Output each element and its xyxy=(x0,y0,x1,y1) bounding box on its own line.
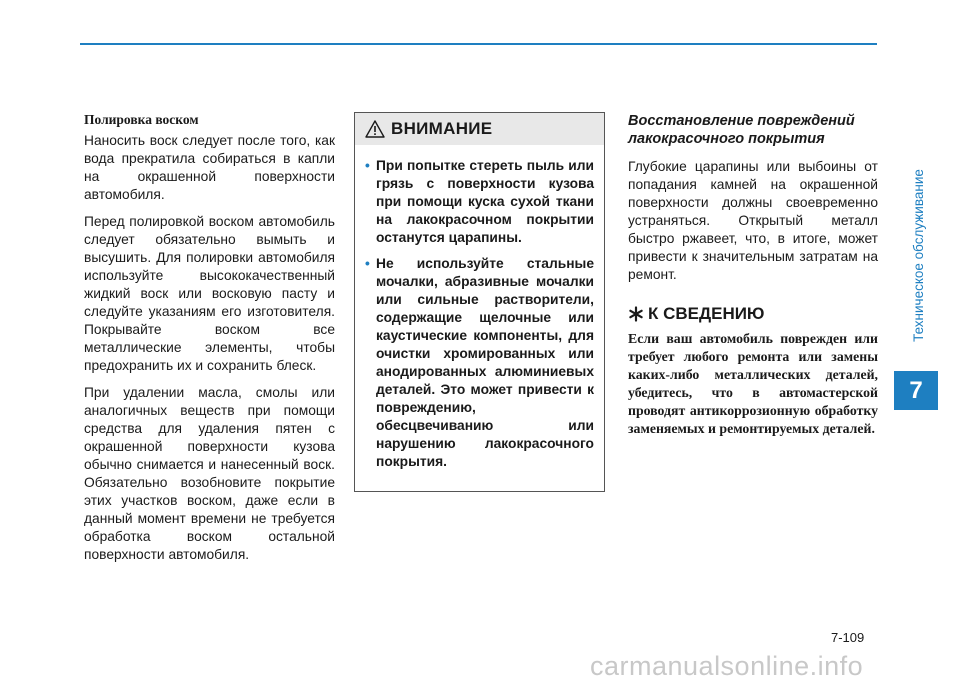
chapter-number: 7 xyxy=(909,376,923,404)
warning-triangle-icon xyxy=(365,120,385,138)
notice-text: Если ваш автомобиль поврежден или требует любого ремонта или замены каких-либо металлических деталей, убедитесь, что в автомастерской проводят антикоррозионную обработку заменяемых и ремонтируемых деталей. xyxy=(628,331,878,436)
paragraph: Перед полировкой воском автомобиль следует обязательно вымыть и высушить. Для полировки автомобиля используйте высококачественный жидкий воск или восковую пасту и следуйте указаниям его изготовителя. Покрывайте воском все металлические элементы, чтобы предохранить их и сохранить блеск. xyxy=(84,214,335,373)
warning-item xyxy=(365,255,594,471)
waxing-heading: Полировка воском xyxy=(84,112,199,127)
paragraph: Глубокие царапины или выбоины от попадания камней на окрашенной поверхности должны своевременно устраняться. Открытый металл быстро ржавеет, что, в итоге, может привести к значительным затратам на ремонт. xyxy=(628,159,878,282)
warning-header xyxy=(355,113,604,145)
paint-repair-heading: Восстановление повреждений лакокрасочного покрытия xyxy=(628,113,855,147)
section-label-text: Техническое обслуживание xyxy=(910,168,926,342)
watermark: carmanualsonline.info xyxy=(590,651,864,681)
asterisk-icon xyxy=(628,306,644,322)
header-rule xyxy=(80,43,877,45)
chapter-tab xyxy=(894,371,938,410)
left-column xyxy=(84,112,335,573)
bullet-icon: • xyxy=(365,256,370,271)
warning-title: ВНИМАНИЕ xyxy=(391,119,493,138)
right-column xyxy=(628,112,878,438)
notice-title: К СВЕДЕНИЮ xyxy=(648,304,765,323)
bullet-icon: • xyxy=(365,158,370,173)
paragraph: Наносить воск следует после того, как вода прекратила собираться в капли на окрашенной поверхности автомобиля. xyxy=(84,133,335,202)
warning-list xyxy=(355,145,604,471)
warning-item-text: При попытке стереть пыль или грязь с поверхности кузова при помощи куска сухой ткани на лакокрасочном покрытии останутся царапины. xyxy=(376,158,594,245)
warning-item-text: Не используйте стальные мочалки, абразивные мочалки или сильные растворители, содержащие щелочные или каустические компоненты, для очистки хромированных или анодированных алюминиевых деталей. Это может привести к повреждению, обесцвечиванию или нарушению лакокрасочного покрытия. xyxy=(376,256,594,469)
warning-item xyxy=(365,157,594,247)
notice-heading xyxy=(628,304,878,324)
page-number: 7-109 xyxy=(831,630,865,645)
warning-box xyxy=(354,112,605,492)
paragraph: При удалении масла, смолы или аналогичных веществ при помощи средства для удаления пятен с окрашенной поверхности кузова обычно снимается и нанесенный воск. Обязательно возобновите покрытие этих участков воском, даже если в данный момент времени не требуется обработка воском остальной поверхности автомобиля. xyxy=(84,385,335,562)
section-label xyxy=(893,135,943,375)
